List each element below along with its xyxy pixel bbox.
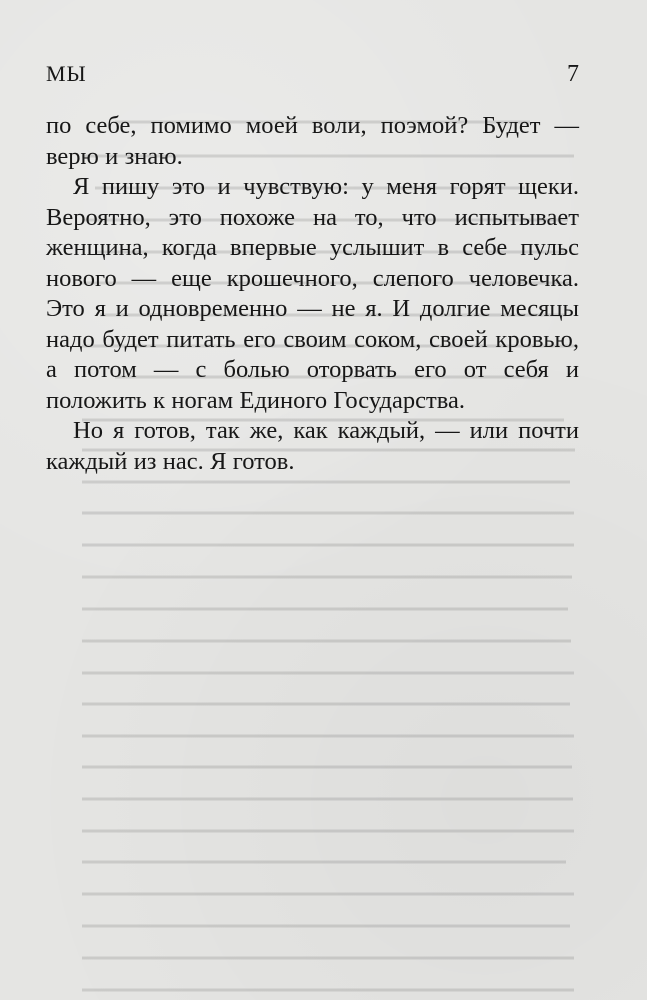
running-title: МЫ	[46, 61, 87, 86]
running-header	[46, 62, 579, 86]
body-text	[46, 111, 579, 477]
paragraph-continuation: по себе, помимо моей воли, поэмой? Будет — верю и знаю.	[46, 112, 579, 170]
paragraph-ready: Но я готов, так же, как каждый, — или почти каждый из нас. Я готов.	[46, 417, 579, 475]
paragraph-cheeks-burning: Я пишу это и чувствую: у меня горят щеки. Вероятно, это похоже на то, что испытывает женщина, когда впервые услышит в себе пульс нового — еще крошечного, слепого человечка. Это я и одновременно — не я. И долгие месяцы надо будет питать его своим соком, своей кровью, а потом — с болью оторвать его от себя и положить к ногам Единого Государства.	[46, 173, 579, 414]
page-number: 7	[567, 61, 579, 87]
